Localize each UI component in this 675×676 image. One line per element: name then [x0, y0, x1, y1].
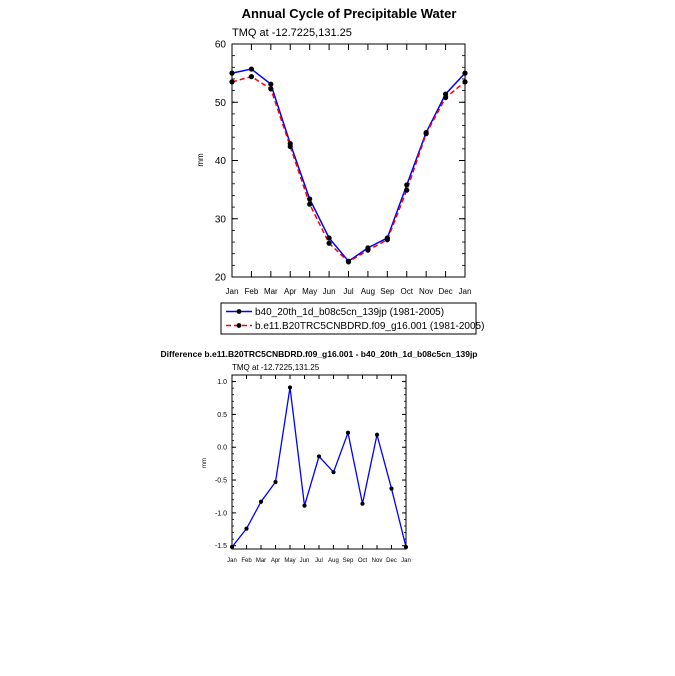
y-axis-label: mm — [202, 458, 208, 468]
y-tick-label: 20 — [214, 272, 226, 284]
x-tick-label: May — [284, 558, 296, 564]
x-tick-label: Jan — [458, 287, 472, 296]
data-point — [268, 82, 273, 87]
data-point — [244, 527, 248, 531]
series-line-1 — [232, 69, 465, 261]
x-tick-label: Jan — [401, 558, 411, 564]
x-tick-label: Jun — [322, 287, 336, 296]
data-point — [307, 202, 312, 207]
series-line-2 — [232, 77, 465, 262]
data-point — [346, 259, 351, 264]
x-tick-label: Jan — [225, 287, 239, 296]
x-tick-label: Jul — [343, 287, 354, 296]
data-point — [259, 500, 263, 504]
chart-subtitle: TMQ at -12.7225,131.25 — [232, 27, 352, 39]
x-tick-label: Oct — [400, 287, 413, 296]
series-points — [229, 66, 467, 264]
x-tick-label: Oct — [357, 558, 368, 564]
data-point — [249, 74, 254, 79]
x-tick-label: Aug — [360, 287, 376, 296]
axis-ticks — [215, 375, 411, 564]
data-point — [288, 385, 292, 389]
x-tick-label: Sep — [342, 558, 354, 564]
x-tick-label: Dec — [438, 287, 453, 296]
x-tick-label: Apr — [284, 287, 297, 296]
data-point — [404, 188, 409, 193]
data-point — [404, 182, 409, 187]
y-tick-label: -1.0 — [214, 510, 227, 518]
y-tick-label: -1.5 — [214, 543, 227, 551]
chart-title: Annual Cycle of Precipitable Water — [241, 6, 457, 21]
y-tick-label: 30 — [214, 214, 226, 226]
data-point — [375, 433, 379, 437]
data-point — [302, 504, 306, 508]
difference-chart — [160, 349, 477, 564]
x-tick-label: Aug — [328, 558, 339, 564]
x-tick-label: May — [302, 287, 318, 296]
x-tick-label: Jan — [227, 558, 237, 564]
data-point — [360, 502, 364, 506]
chart-subtitle: TMQ at -12.7225,131.25 — [232, 363, 320, 372]
y-tick-label: 1.0 — [217, 379, 227, 387]
data-point — [389, 486, 393, 490]
y-tick-label: 60 — [214, 39, 226, 51]
data-point — [385, 237, 390, 242]
data-point — [365, 248, 370, 253]
data-point — [326, 241, 331, 246]
chart-title: Difference b.e11.B20TRC5CNBDRD.f09_g16.001 - b40_20th_1d_b08c5cn_139jp — [160, 349, 478, 359]
data-point — [273, 480, 277, 484]
y-tick-label: -0.5 — [214, 477, 227, 485]
x-tick-label: Sep — [380, 287, 395, 296]
legend — [221, 303, 484, 334]
plot-frame — [232, 375, 406, 549]
x-tick-label: Nov — [371, 558, 383, 564]
legend-entry-1: b40_20th_1d_b08c5cn_139jp (1981-2005) — [255, 307, 445, 318]
x-tick-label: Nov — [419, 287, 434, 296]
data-point — [249, 66, 254, 71]
x-tick-label: Feb — [241, 558, 252, 564]
y-tick-label: 0.5 — [217, 411, 227, 419]
x-tick-label: Dec — [386, 558, 397, 564]
data-point — [307, 196, 312, 201]
x-tick-label: Jun — [299, 558, 310, 564]
series-lines — [232, 387, 406, 547]
data-point — [288, 144, 293, 149]
data-point — [268, 86, 273, 91]
y-axis-label: mm — [196, 153, 205, 167]
plot-frame — [232, 44, 465, 277]
x-tick-label: Feb — [244, 287, 259, 296]
data-point — [346, 431, 350, 435]
y-tick-label: 40 — [214, 156, 226, 167]
legend-marker — [237, 323, 242, 328]
data-point — [326, 235, 331, 240]
legend-marker — [237, 309, 242, 314]
x-tick-label: Apr — [270, 558, 281, 564]
y-tick-label: 50 — [214, 97, 226, 109]
data-point — [331, 470, 335, 474]
annual-cycle-chart — [196, 6, 484, 334]
series-line-1 — [232, 387, 406, 547]
data-point — [317, 454, 321, 458]
x-tick-label: Mar — [255, 558, 267, 564]
y-tick-label: 0.0 — [217, 444, 227, 452]
x-tick-label: Jul — [315, 558, 323, 564]
data-point — [424, 131, 429, 136]
data-point — [443, 95, 448, 100]
series-points — [230, 385, 408, 549]
x-tick-label: Mar — [263, 287, 278, 296]
legend-entry-2: b.e11.B20TRC5CNBDRD.f09_g16.001 (1981-2005) — [255, 321, 485, 332]
series-lines — [232, 69, 465, 262]
